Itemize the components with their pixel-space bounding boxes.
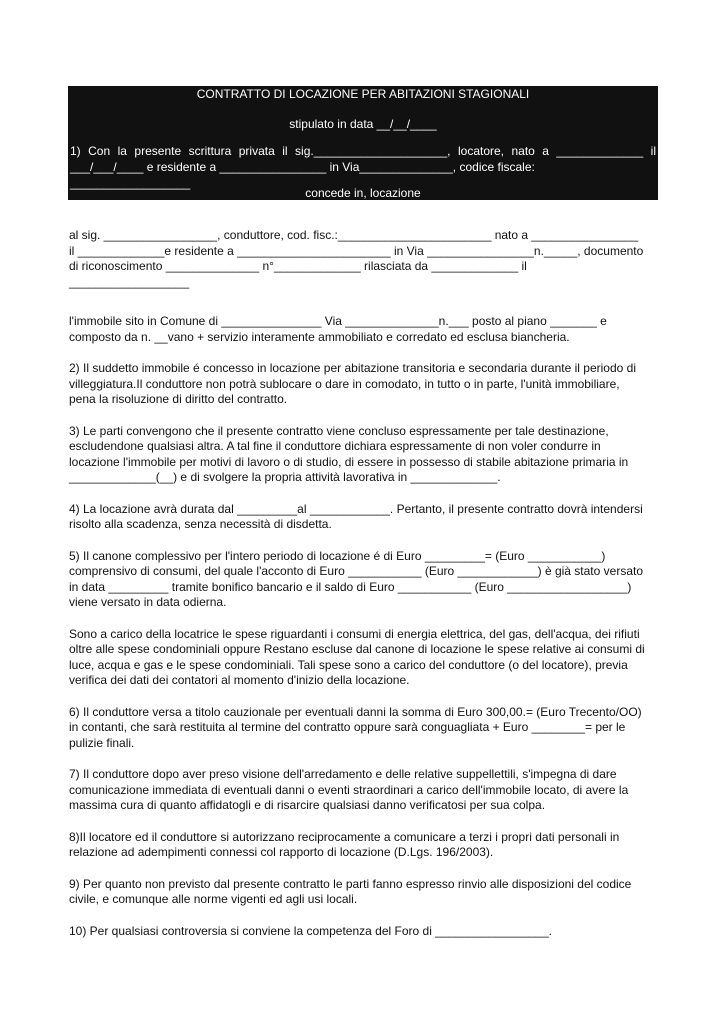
clause-7-paragraph: 7) Il conduttore dopo aver preso visione dell'arredamento e delle relative suppellettili, s'impegna di dare comunicazione immediata di eventuali danni o eventi straordinari a carico dell'immobile locato, di avere la massima cura di quanto affidatogli e di risarcire qualsiasi danno verificatosi per sua colpa. <box>69 767 629 812</box>
contract-title: CONTRATTO DI LOCAZIONE PER ABITAZIONI STAGIONALI <box>196 87 530 101</box>
clause-3-paragraph: 3) Le parti convengono che il presente contratto viene concluso espressamente per tale destinazione, escludendone qualsiasi altra. A tal fine il conduttore dichiara espressamente di non voler condurre in locazione l'immobile per motivi di lavoro o di studio, di essere in possesso di stabile abitazione primaria in _____________(__) e di svolgere la propria attività lavorativa in _____________. <box>69 423 629 484</box>
contract-body <box>69 228 659 955</box>
property-paragraph: l'immobile sito in Comune di _______________ Via ______________n.___ posto al piano _______ e composto da n. __vano + servizio interamente ammobiliato e corredato ed esclusa biancheria. <box>69 314 607 344</box>
clause-9-paragraph: 9) Per quanto non previsto dal presente contratto le parti fanno espresso rinvio alle disposizioni del codice civile, e comunque alle norme vigenti ed agli usi locali. <box>69 876 632 906</box>
clause-6-paragraph: 6) Il conduttore versa a titolo cauzionale per eventuali danni la somma di Euro 300,00.= (Euro Trecento/OO) in contanti, che sarà restituita al termine del contratto oppure sarà conguagliata + Euro ________= per le pulizie finali. <box>69 704 642 750</box>
clause-2-paragraph: 2) Il suddetto immobile é concesso in locazione per abitazione transitoria e secondaria durante il periodo di villeggiatura.Il conduttore non potrà sublocare o dare in comodato, in tutto o in parte, l'unità immobiliare, pena la risoluzione di diritto del contratto. <box>69 361 636 406</box>
clause-10-paragraph: 10) Per qualsiasi controversia si conviene la competenza del Foro di _________________. <box>69 923 552 938</box>
clause-4-paragraph: 4) La locazione avrà durata dal _________al ____________. Pertanto, il presente contratto dovrà intendersi risolto alla scadenza, senza necessità di disdetta. <box>69 501 643 531</box>
clause-1-line-1: 1) Con la presente scrittura privata il sig.____________________, locatore, nato a _____________ il <box>70 144 656 158</box>
concede-line: concede in, locazione <box>305 186 421 200</box>
stipulation-date-line: stipulato in data __/__/____ <box>289 117 437 131</box>
clause-5-paragraph: 5) Il canone complessivo per l'intero periodo di locazione é di Euro _________= (Euro ___________) comprensivo di consumi, del quale l'acconto di Euro ___________ (Euro ____________) è già stato versato in data _________ tramite bonifico bancario e il saldo di Euro ___________ (Euro __________________) viene versato in data odierna. <box>69 548 644 609</box>
expenses-paragraph: Sono a carico della locatrice le spese riguardanti i consumi di energia elettrica, del gas, dell'acqua, dei rifiuti oltre alle spese condominiali oppure Restano escluse dal canone di locazione le spese relative ai consumi di luce, acqua e gas e le spese condominiali. Tali spese sono a carico del conduttore (o del locatore), previa verifica dei dati dei contatori al momento d'inizio della locazione. <box>69 626 645 687</box>
tenant-details-paragraph: al sig. _________________, conduttore, cod. fisc.:_______________________ nato a ________________ il _____________e residente a _______________________ in Via ________________n._____, documento di riconoscimento ______________ n°_____________ rilasciata da _____________ il __________________ <box>69 228 644 289</box>
clause-8-paragraph: 8)Il locatore ed il conduttore si autorizzano reciprocamente a comunicare a terzi i propri dati personali in relazione ad adempimenti connessi col rapporto di locazione (D.Lgs. 196/2003). <box>69 829 620 859</box>
contract-header <box>68 86 658 200</box>
clause-1-line-2: ___/___/____ e residente a ________________ in Via______________, codice fiscale: __________________ <box>70 160 535 190</box>
